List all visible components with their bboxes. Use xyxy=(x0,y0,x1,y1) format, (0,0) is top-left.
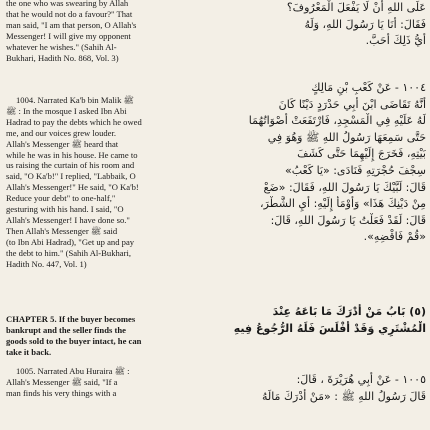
text-line: لَهُ عَلَيْهِ فِي الْمَسْجِدِ، فَارْتَفَعَتْ أَصْوَاتُهُمَا xyxy=(248,114,426,128)
text-line: Allah's Messenger!" He said, "O Ka'b! xyxy=(6,182,139,193)
text-line: gesturing with his hand. I said, "O xyxy=(6,204,124,215)
text-line: Hadrad to pay the debts which he owed xyxy=(6,116,142,127)
text-line: ﷺ : In the mosque I asked Ibn Abi xyxy=(6,105,127,116)
text-line: man said, "I am that person, O Allah's xyxy=(6,19,137,30)
text-line: 1005. Narrated Abu Huraira ﷺ : xyxy=(16,366,130,376)
text-line: the debt to him." (Sahih Al-Bukhari, xyxy=(6,247,131,258)
text-line: «قُمْ فَاقْضِهِ». xyxy=(363,230,426,244)
text-line: Allah's Messenger! I have done so." xyxy=(6,214,130,225)
hadith-1004-english xyxy=(6,95,216,270)
text-line: قَالَ: لَقَدْ فَعَلْتُ يَا رَسُولَ اللهِ، قَالَ: xyxy=(270,213,426,227)
hadith-1004-arabic xyxy=(222,80,426,246)
text-line: CHAPTER 5. If the buyer becomes xyxy=(6,314,136,324)
arabic-column xyxy=(222,0,426,430)
text-line: while he was in his house. He came to xyxy=(6,149,138,160)
text-line: أَنَّهُ تَقَاضَى ابْنَ أَبِي حَدْرَدٍ دَيْنًا كَانَ xyxy=(278,97,426,111)
text-line: Hadith No. 447, Vol. 1) xyxy=(6,258,87,269)
english-column xyxy=(6,0,216,430)
text-line: Allah's Messenger ﷺ said, "If a xyxy=(6,376,118,387)
text-line: الْمُشْتَرِي وَقَدْ أَفْلَسَ فَلَهُ الرُّجُوعُ فِيهِ xyxy=(233,321,426,335)
text-line: man finds his very things with a xyxy=(6,387,117,398)
text-line: whatever he wishes." (Sahih Al- xyxy=(6,41,117,52)
text-line: Bukhari, Hadith No. 868, Vol. 3) xyxy=(6,52,119,63)
text-line: Messenger! I will give my opponent xyxy=(6,30,131,41)
text-line: فَقَالَ: أَنَا يَا رَسُولَ اللهِ، وَلَهُ xyxy=(304,17,426,31)
text-line: Allah's Messenger ﷺ heard that xyxy=(6,138,119,149)
text-line: حَتَّى سَمِعَهَا رَسُولُ اللهِ ﷺ وَهُوَ فِي xyxy=(267,130,426,144)
arabic-top-passage xyxy=(222,0,426,50)
text-line: (to Ibn Abi Hadrad), "Get up and pay xyxy=(6,236,135,247)
text-line: 1004. Narrated Ka'b bin Malik ﷺ xyxy=(16,95,134,105)
text-line: said, "O Ka'b!" I replied, "Labbaik, O xyxy=(6,171,136,182)
chapter-heading-english xyxy=(6,314,216,358)
text-line: قَالَ رَسُولُ اللهِ ﷺ : «مَنْ أَدْرَكَ مَالَهُ xyxy=(261,389,426,403)
chapter-heading-arabic xyxy=(222,304,426,337)
text-line: قَالَ: لَبَّيْكَ يَا رَسُولَ اللهِ، فَقَالَ: «ضَعْ xyxy=(263,180,426,194)
hadith-1005-arabic xyxy=(222,372,426,405)
text-line: us raising the curtain of his room and xyxy=(6,160,135,171)
text-line: أَيُّ ذَلِكَ أَحَبَّ. xyxy=(365,34,426,48)
text-line: عَلَى اللهِ أَنْ لَا يَفْعَلَ الْمَعْرُوفَ؟ xyxy=(286,1,426,14)
text-line: بَيْتِهِ، فَخَرَجَ إِلَيْهِمَا حَتَّى كَشَفَ xyxy=(297,147,426,161)
text-line: ١٠٠٥ - عَنْ أَبِي هُرَيْرَةَ ، قَالَ: xyxy=(296,373,426,386)
text-line: the one who was swearing by Allah xyxy=(6,0,129,8)
text-line: سِجْفَ حُجْرَتِهِ فَنَادَى: «يَا كَعْبُ» xyxy=(285,163,426,177)
text-line: me, and our voices grew louder. xyxy=(6,127,117,138)
text-line: bankrupt and the seller finds the xyxy=(6,324,126,335)
hadith-1005-english xyxy=(6,366,216,399)
text-line: that he would not do a favour?" That xyxy=(6,8,133,19)
text-line: Then Allah's Messenger ﷺ said xyxy=(6,225,118,236)
text-line: مِنْ دَيْنِكَ هَذَا» وَأَوْمَأَ إِلَيْهِ: أَيِ الشَّطْرَ، xyxy=(260,197,426,211)
text-line: Reduce your debt" to one-half," xyxy=(6,193,116,204)
text-line: goods sold to the buyer intact, he can xyxy=(6,335,142,346)
text-line: (٥) بَابُ مَنْ أَدْرَكَ مَا بَاعَهُ عِنْدَ xyxy=(272,305,426,318)
text-line: take it back. xyxy=(6,346,52,357)
text-line: ١٠٠٤ - عَنْ كَعْبِ بْنِ مَالِكٍ xyxy=(311,81,426,94)
english-top-passage xyxy=(6,0,216,63)
